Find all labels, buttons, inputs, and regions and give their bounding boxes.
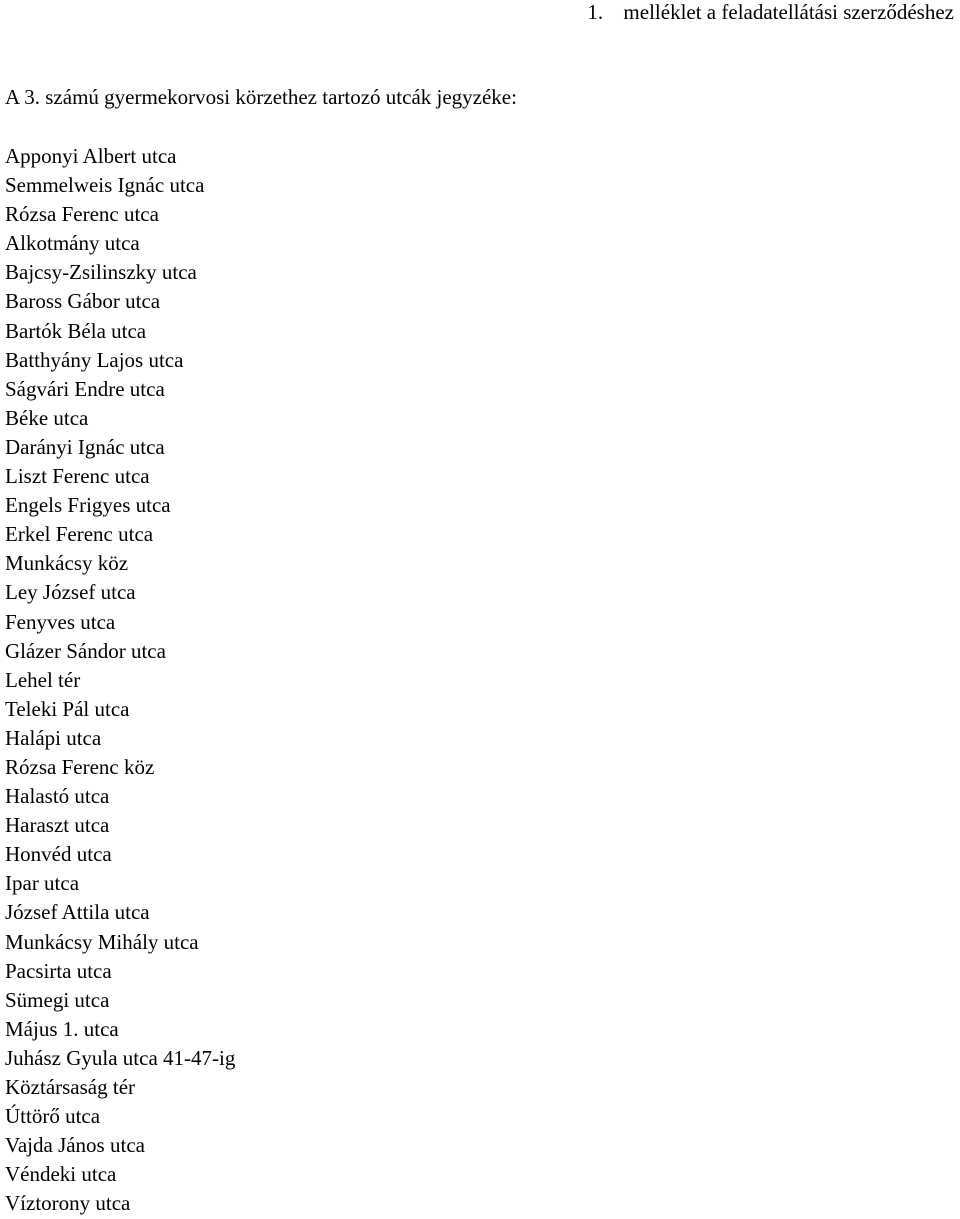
street-list-item: Béke utca: [5, 405, 89, 430]
street-list-item: Ságvári Endre utca: [5, 376, 165, 401]
street-list-item: Honvéd utca: [5, 842, 112, 867]
street-list-item: Juhász Gyula utca 41-47-ig: [5, 1045, 236, 1070]
street-list-item: Ipar utca: [5, 871, 80, 896]
street-list-item: Bajcsy-Zsilinszky utca: [5, 260, 197, 285]
street-list-item: Glázer Sándor utca: [5, 638, 166, 663]
street-list-item: Teleki Pál utca: [5, 696, 130, 721]
street-list: [5, 142, 235, 1218]
street-list-item: Munkácsy köz: [5, 551, 129, 576]
street-list-item: Haraszt utca: [5, 813, 110, 838]
street-list-item: Fenyves utca: [5, 609, 116, 634]
street-list-item: Apponyi Albert utca: [5, 144, 177, 168]
annex-text: melléklet a feladatellátási szerződéshez: [623, 0, 954, 24]
street-list-item: Rózsa Ferenc utca: [5, 202, 159, 227]
street-list-item: Köztársaság tér: [5, 1075, 136, 1099]
street-list-item: Batthyány Lajos utca: [5, 347, 184, 372]
street-list-item: Halastó utca: [5, 784, 110, 809]
street-list-item: Halápi utca: [5, 725, 102, 750]
list-title: A 3. számú gyermekorvosi körzethez tartozó utcák jegyzéke:: [5, 85, 517, 109]
street-list-item: Erkel Ferenc utca: [5, 522, 154, 547]
street-list-item: Engels Frigyes utca: [5, 493, 171, 518]
street-list-item: Rózsa Ferenc köz: [5, 754, 155, 779]
street-list-item: Sümegi utca: [5, 987, 110, 1012]
street-list-item: József Attila utca: [5, 900, 150, 925]
annex-header: [587, 0, 954, 26]
annex-number: 1.: [587, 0, 604, 24]
street-list-item: Semmelweis Ignác utca: [5, 173, 205, 198]
street-list-item: Darányi Ignác utca: [5, 434, 165, 459]
street-list-item: Lehel tér: [5, 667, 81, 692]
street-list-item: Bartók Béla utca: [5, 318, 147, 343]
street-list-item: Alkotmány utca: [5, 231, 140, 256]
street-list-item: Véndeki utca: [5, 1162, 117, 1187]
street-list-item: Vajda János utca: [5, 1133, 145, 1158]
street-list-item: Munkácsy Mihály utca: [5, 929, 199, 954]
street-list-item: Víztorony utca: [5, 1191, 131, 1216]
street-list-item: Pacsirta utca: [5, 958, 112, 983]
street-list-item: Ley József utca: [5, 580, 136, 605]
street-list-item: Liszt Ferenc utca: [5, 464, 150, 489]
street-list-item: Úttörő utca: [5, 1104, 101, 1129]
street-list-item: Baross Gábor utca: [5, 289, 161, 314]
street-list-item: Május 1. utca: [5, 1016, 119, 1041]
